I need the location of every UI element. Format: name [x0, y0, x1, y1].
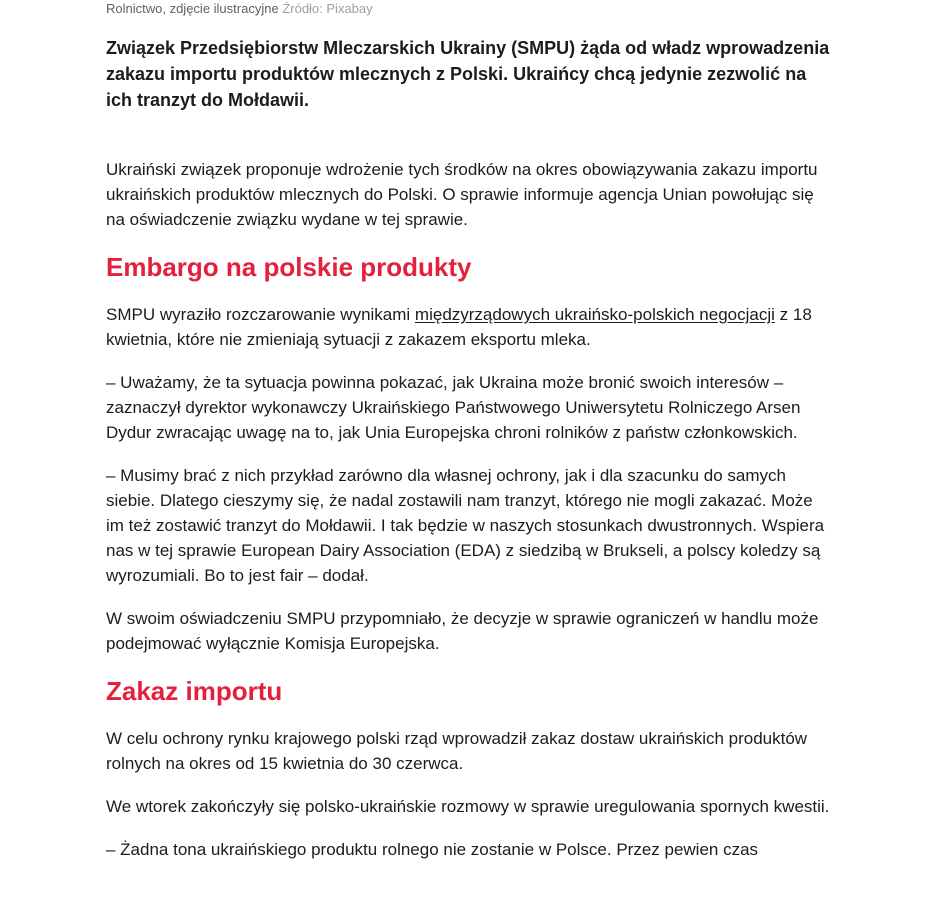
paragraph-eu-commission: W swoim oświadczeniu SMPU przypomniało, że decyzje w sprawie ograniczeń w handlu może podejmować wyłącznie Komisja Europejska.: [106, 609, 819, 653]
photo-caption-label: Rolnictwo, zdjęcie ilustracyjne: [106, 1, 279, 16]
paragraph-negotiations-before: SMPU wyraziło rozczarowanie wynikami: [106, 305, 415, 324]
paragraph-intro: Ukraiński związek proponuje wdrożenie tych środków na okres obowiązywania zakazu importu ukraińskich produktów mlecznych do Polski. O sprawie informuje agencja Unian powołując się na oświadczenie związku wydane w tej sprawie.: [106, 160, 818, 229]
paragraph-import-ban-dates: W celu ochrony rynku krajowego polski rząd wprowadził zakaz dostaw ukraińskich produktów rolnych na okres od 15 kwietnia do 30 czerwca.: [106, 729, 808, 773]
paragraph-quote-transit: – Musimy brać z nich przykład zarówno dla własnej ochrony, jak i dla szacunku do samych siebie. Dlatego cieszymy się, że nadal zostawili nam tranzyt, którego nie mogli zakazać. Może im też zostawić tranzyt do Mołdawii. I tak będzie w naszych stosunkach dwustronnych. Wspiera nas w tej sprawie European Dairy Association (EDA) z siedzibą w Brukseli, a polscy koledzy są wyrozumiali. Bo to jest fair – dodał.: [106, 466, 825, 585]
paragraph-negotiations-after: z 18 kwietnia, które nie zmieniają sytuacji z zakazem eksportu mleka.: [106, 305, 812, 349]
negotiations-link[interactable]: międzyrządowych ukraińsko-polskich negocjacji: [414, 305, 775, 324]
photo-caption: [106, 0, 832, 17]
paragraph-negotiations: [106, 302, 832, 352]
photo-caption-source: Źródło: Pixabay: [282, 1, 373, 16]
paragraph-tuesday-talks: We wtorek zakończyły się polsko-ukraińskie rozmowy w sprawie uregulowania spornych kwestii.: [106, 797, 830, 816]
paragraph-quote-dydur: – Uważamy, że ta sytuacja powinna pokazać, jak Ukraina może bronić swoich interesów – zaznaczył dyrektor wykonawczy Ukraińskiego Państwowego Uniwersytetu Rolniczego Arsen Dydur zwracając uwagę na to, jak Unia Europejska chroni rolników z państw członkowskich.: [106, 373, 801, 442]
article-lead: Związek Przedsiębiorstw Mleczarskich Ukrainy (SMPU) żąda od władz wprowadzenia zakazu importu produktów mlecznych z Polski. Ukraińcy chcą jedynie zezwolić na ich tranzyt do Mołdawii.: [106, 38, 830, 110]
paragraph-no-ton-cutoff: – Żadna tona ukraińskiego produktu rolnego nie zostanie w Polsce. Przez pewien czas: [106, 840, 759, 859]
section-heading-embargo: Embargo na polskie produkty: [106, 252, 472, 282]
section-heading-import-ban: Zakaz importu: [106, 676, 283, 706]
